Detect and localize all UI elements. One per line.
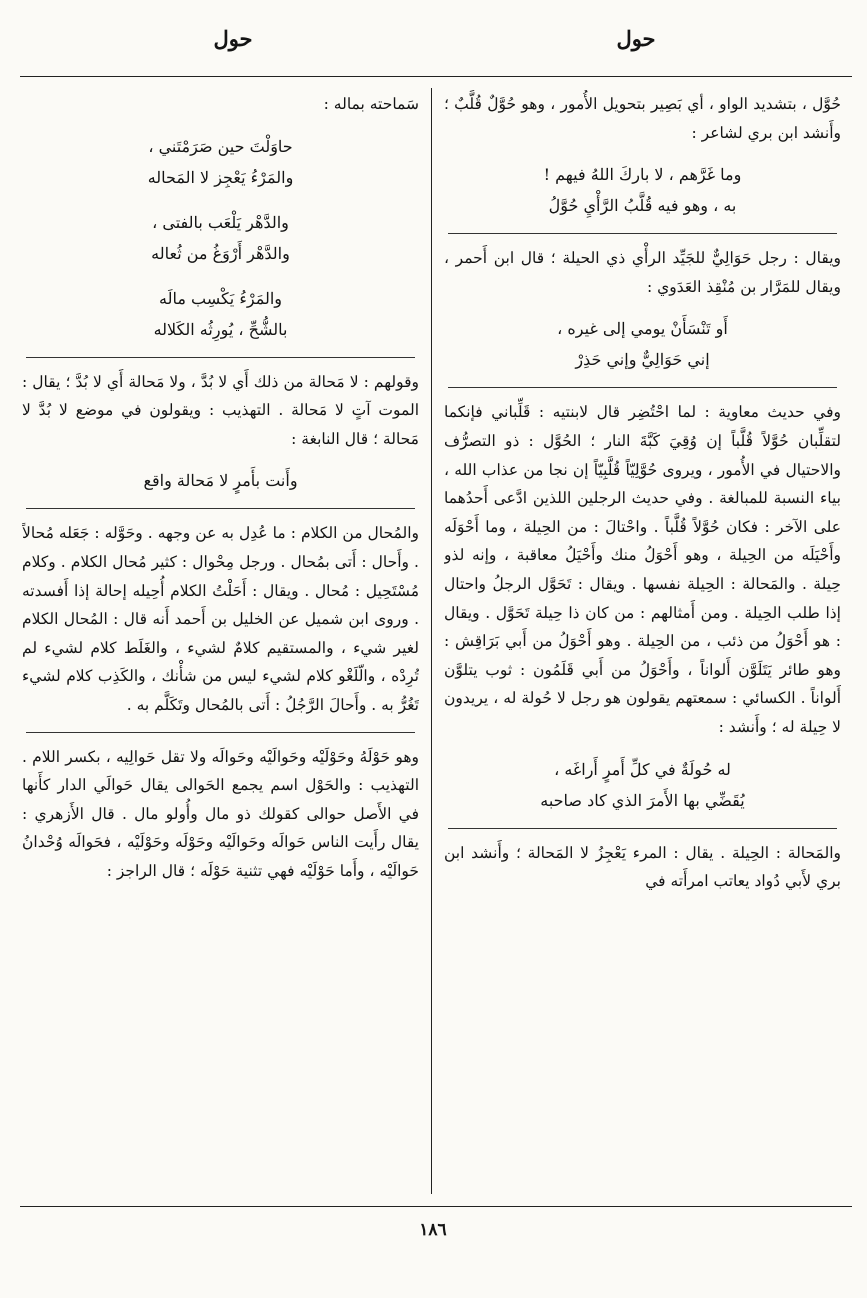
verse-rule	[448, 387, 837, 388]
left-column	[22, 90, 419, 1198]
verse-block	[444, 313, 841, 375]
running-head-left: حول	[213, 26, 253, 51]
paragraph: وهو حَوْلَهُ وحَوْلَيْه وحَوالَيْه وحَوالَه ولا تقل حَوالِيه ، بكسر اللام . التهذيب : والحَوْل اسم يجمع الحَوالى يقال حَوالَي الدار كأَنها في الأَصل حوالى كقولك ذو مال وأُولو مال . قال الأَزهري : يقال رأَيت الناس حَوالَه وحَوالَيْه وحَوْلَه وحَوْلَيْه ، فحَوالَه وُحْدانُ حَوالَيْه ، وأَما حَوْلَيْه فهي تثنية حَوْلَه ؛ قال الراجز :	[22, 747, 419, 880]
verse-block	[444, 754, 841, 816]
verse-block	[22, 131, 419, 345]
stanza-gap	[22, 193, 419, 207]
verse-line: أَو تَنْسَأَنْ يومي إلى غيره ،	[557, 319, 728, 339]
verse-line: والمَرْءُ يَكْسِب مالَه	[159, 288, 282, 308]
verse-line: وما غَرَّهم ، لا باركَ اللهُ فيهم !	[543, 165, 742, 185]
right-column	[444, 90, 841, 1198]
page-number: ١٨٦	[419, 1220, 447, 1240]
verse-line: له حُولَةٌ في كلِّ أَمرٍ أَراغَه ،	[554, 759, 731, 779]
paragraph: وفي حديث معاوية : لما احْتُضِر قال لابنتيه : قَلِّباني فإنكما لتقلِّبان حُوَّلاً قُلَّباً إن وُقِيَ كَبَّةَ النار ؛ الحُوَّل : ذو التصرُّف والاحتيال في الأُمور ، ويروى حُوَّلِيّاً قُلَّبِيّاً إن نجا من عذاب الله ، بياء النسبة للمبالغة . وفي حديث الرجلين اللذين ادَّعى أَحدُهما على الآخر : فكان حُوَّلاً قُلَّباً . واحْتالَ : من الحِيلة ، وما أَحْوَلَه وأَحْيَلَه من الحِيلة ، وهو أَحْوَلُ منك وأَحْيَلُ معاقبة ، وإنه لذو حِيلة . والمَحالة : الحِيلة نفسها . ويقال : تَحَوَّل الرجلُ واحتال إذا طلب الحِيلة . ومن أَمثالهم : من كان ذا حِيلة تَحَوَّل . ويقال : هو أَحْوَلُ من ذئب ، من الحِيلة . وهو أَحْوَلُ من أَبي بَرَاقِش : وهو طائر يَتَلَوَّن أَلواناً ، وأَحْوَلُ من أَبي قَلَمُون : ثوب يتلوَّن أَلواناً . الكسائي : سمعتهم يقولون هو رجل لا حُولة له ، يريدون لا حِيلة له ؛ وأَنشد :	[444, 403, 841, 736]
verse-line: يُقَضِّي بها الأَمرَ الذي كاد صاحبه	[540, 790, 745, 810]
paragraph: ويقال : رجل حَوَالِيٌّ للجَيِّد الرأْي ذي الحيلة ؛ قال ابن أَحمر ، ويقال للمَرَّار بن مُنْقِذ العَدَوي :	[444, 249, 841, 296]
paragraph: سَماحته بماله :	[323, 95, 419, 113]
paragraph: والمُحال من الكلام : ما عُدِل به عن وجهه . وحَوَّله : جَعَله مُحالاً . وأَحال : أَتى بمُحال . ورجل مِحْوال : كثير مُحال الكلام . وكلام مُسْتَحِيل : مُحال . ويقال : أَحَلْتُ الكلام أُحِيله إحالة إذا أَفسدته . وروى ابن شميل عن الخليل بن أَحمد أَنه قال : المُحال الكلام لغير شيء ، والمستقيم كلامٌ لشيء ، والغَلَط كلام لشيء لم تُرِدْه ، والّلَغْو كلام لشيء ليس من شأْنك ، والكَذِب كلام لشيء تَغُرُّ به . وأَحالَ الرَّجُلُ : أَتى بالمُحال وتَكَلَّم به .	[22, 524, 419, 714]
verse-rule	[26, 732, 415, 733]
running-head-right: حول	[616, 26, 656, 51]
verse-line: إني حَوَالِيٌّ وإني حَذِرْ	[575, 350, 710, 370]
verse-line: وأَنت بأَمرٍ لا مَحالة واقع	[143, 471, 298, 491]
header-rule	[20, 76, 852, 77]
verse-line: حاوَلْتَ حين صَرَمْتَني ،	[148, 136, 293, 156]
verse-line: به ، وهو فيه قُلَّبُ الرَّأْيِ حُوَّلُ	[548, 196, 737, 216]
verse-rule	[448, 828, 837, 829]
column-divider	[431, 88, 432, 1194]
verse-line: والدَّهْر أَرْوَغُ من ثُعاله	[151, 243, 290, 263]
verse-block	[444, 159, 841, 221]
verse-rule	[448, 233, 837, 234]
verse-line: والدَّهْر يَلْعَب بالفتى ،	[152, 212, 289, 232]
paragraph: وقولهم : لا مَحالة من ذلك أَي لا بُدَّ ، ولا مَحالة أَي لا بُدَّ ؛ يقال : الموت آتٍ لا مَحالة . التهذيب : ويقولون في موضع لا بُدَّ لا مَحالة ؛ قال النابغة :	[22, 372, 419, 448]
verse-line: والمَرْءُ يَعْجِز لا المَحاله	[147, 167, 294, 187]
paragraph: حُوَّل ، بتشديد الواو ، أي بَصِير بتحويل الأُمور ، وهو حُوَّلٌ قُلَّبٌ ؛ وأَنشد ابن بري لشاعر :	[444, 95, 841, 142]
paragraph: والمَحالة : الحِيلة . يقال : المرء يَعْجِزُ لا المَحالة ؛ وأَنشد ابن بري لأَبي دُواد يعاتب امرأَته في	[444, 843, 841, 891]
verse-rule	[26, 357, 415, 358]
verse-rule	[26, 508, 415, 509]
stanza-gap	[22, 269, 419, 283]
footer-rule	[20, 1206, 852, 1207]
verse-block	[22, 465, 419, 496]
verse-line: بالشُّحِّ ، يُورِثُه الكَلاله	[153, 319, 288, 339]
